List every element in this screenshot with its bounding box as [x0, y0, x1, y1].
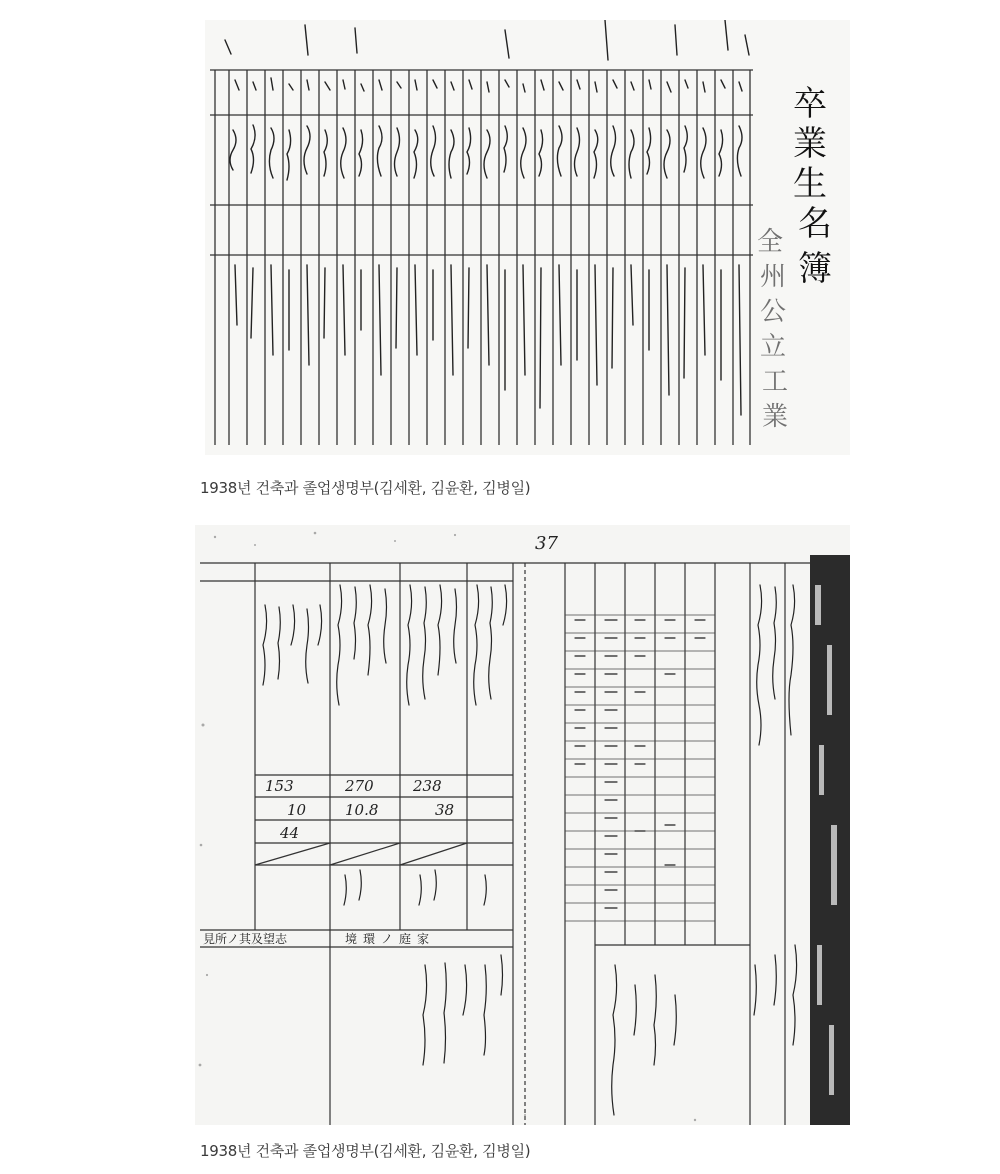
title-char: 卒 [793, 84, 827, 124]
mark-value: 38 [435, 801, 455, 819]
title-char: 業 [793, 124, 827, 164]
mark-value: 44 [280, 824, 300, 842]
figure-1 [0, 0, 1000, 510]
scan-image-1 [205, 20, 850, 455]
page-number: 37 [535, 533, 558, 554]
svg-text:州: 州 [759, 262, 787, 292]
mark-value: 10 [287, 801, 307, 819]
footer-label-left: 見所ノ其及望志 [203, 932, 288, 946]
svg-text:工: 工 [761, 367, 789, 397]
svg-text:公: 公 [759, 297, 787, 327]
title-char: 生 [793, 164, 827, 204]
title-char: 名 [798, 204, 832, 244]
svg-text:業: 業 [761, 402, 789, 432]
register-title-vertical [793, 84, 832, 289]
figure-caption: 1938년 건축과 졸업생명부(김세환, 김윤환, 김병일) [200, 479, 531, 497]
mark-value: 153 [265, 777, 294, 795]
footer-label-right: 境環ノ庭家 [345, 932, 436, 946]
svg-text:立: 立 [759, 332, 787, 362]
title-char: 簿 [798, 249, 832, 289]
figure-caption: 1938년 건축과 졸업생명부(김세환, 김윤환, 김병일) [200, 1142, 531, 1160]
svg-text:全: 全 [756, 227, 784, 257]
mark-value: 270 [345, 777, 374, 795]
figure-2 [0, 520, 1000, 1174]
mark-value: 238 [413, 777, 442, 795]
mark-value: 10.8 [345, 801, 379, 819]
scan-image-2 [195, 525, 850, 1125]
